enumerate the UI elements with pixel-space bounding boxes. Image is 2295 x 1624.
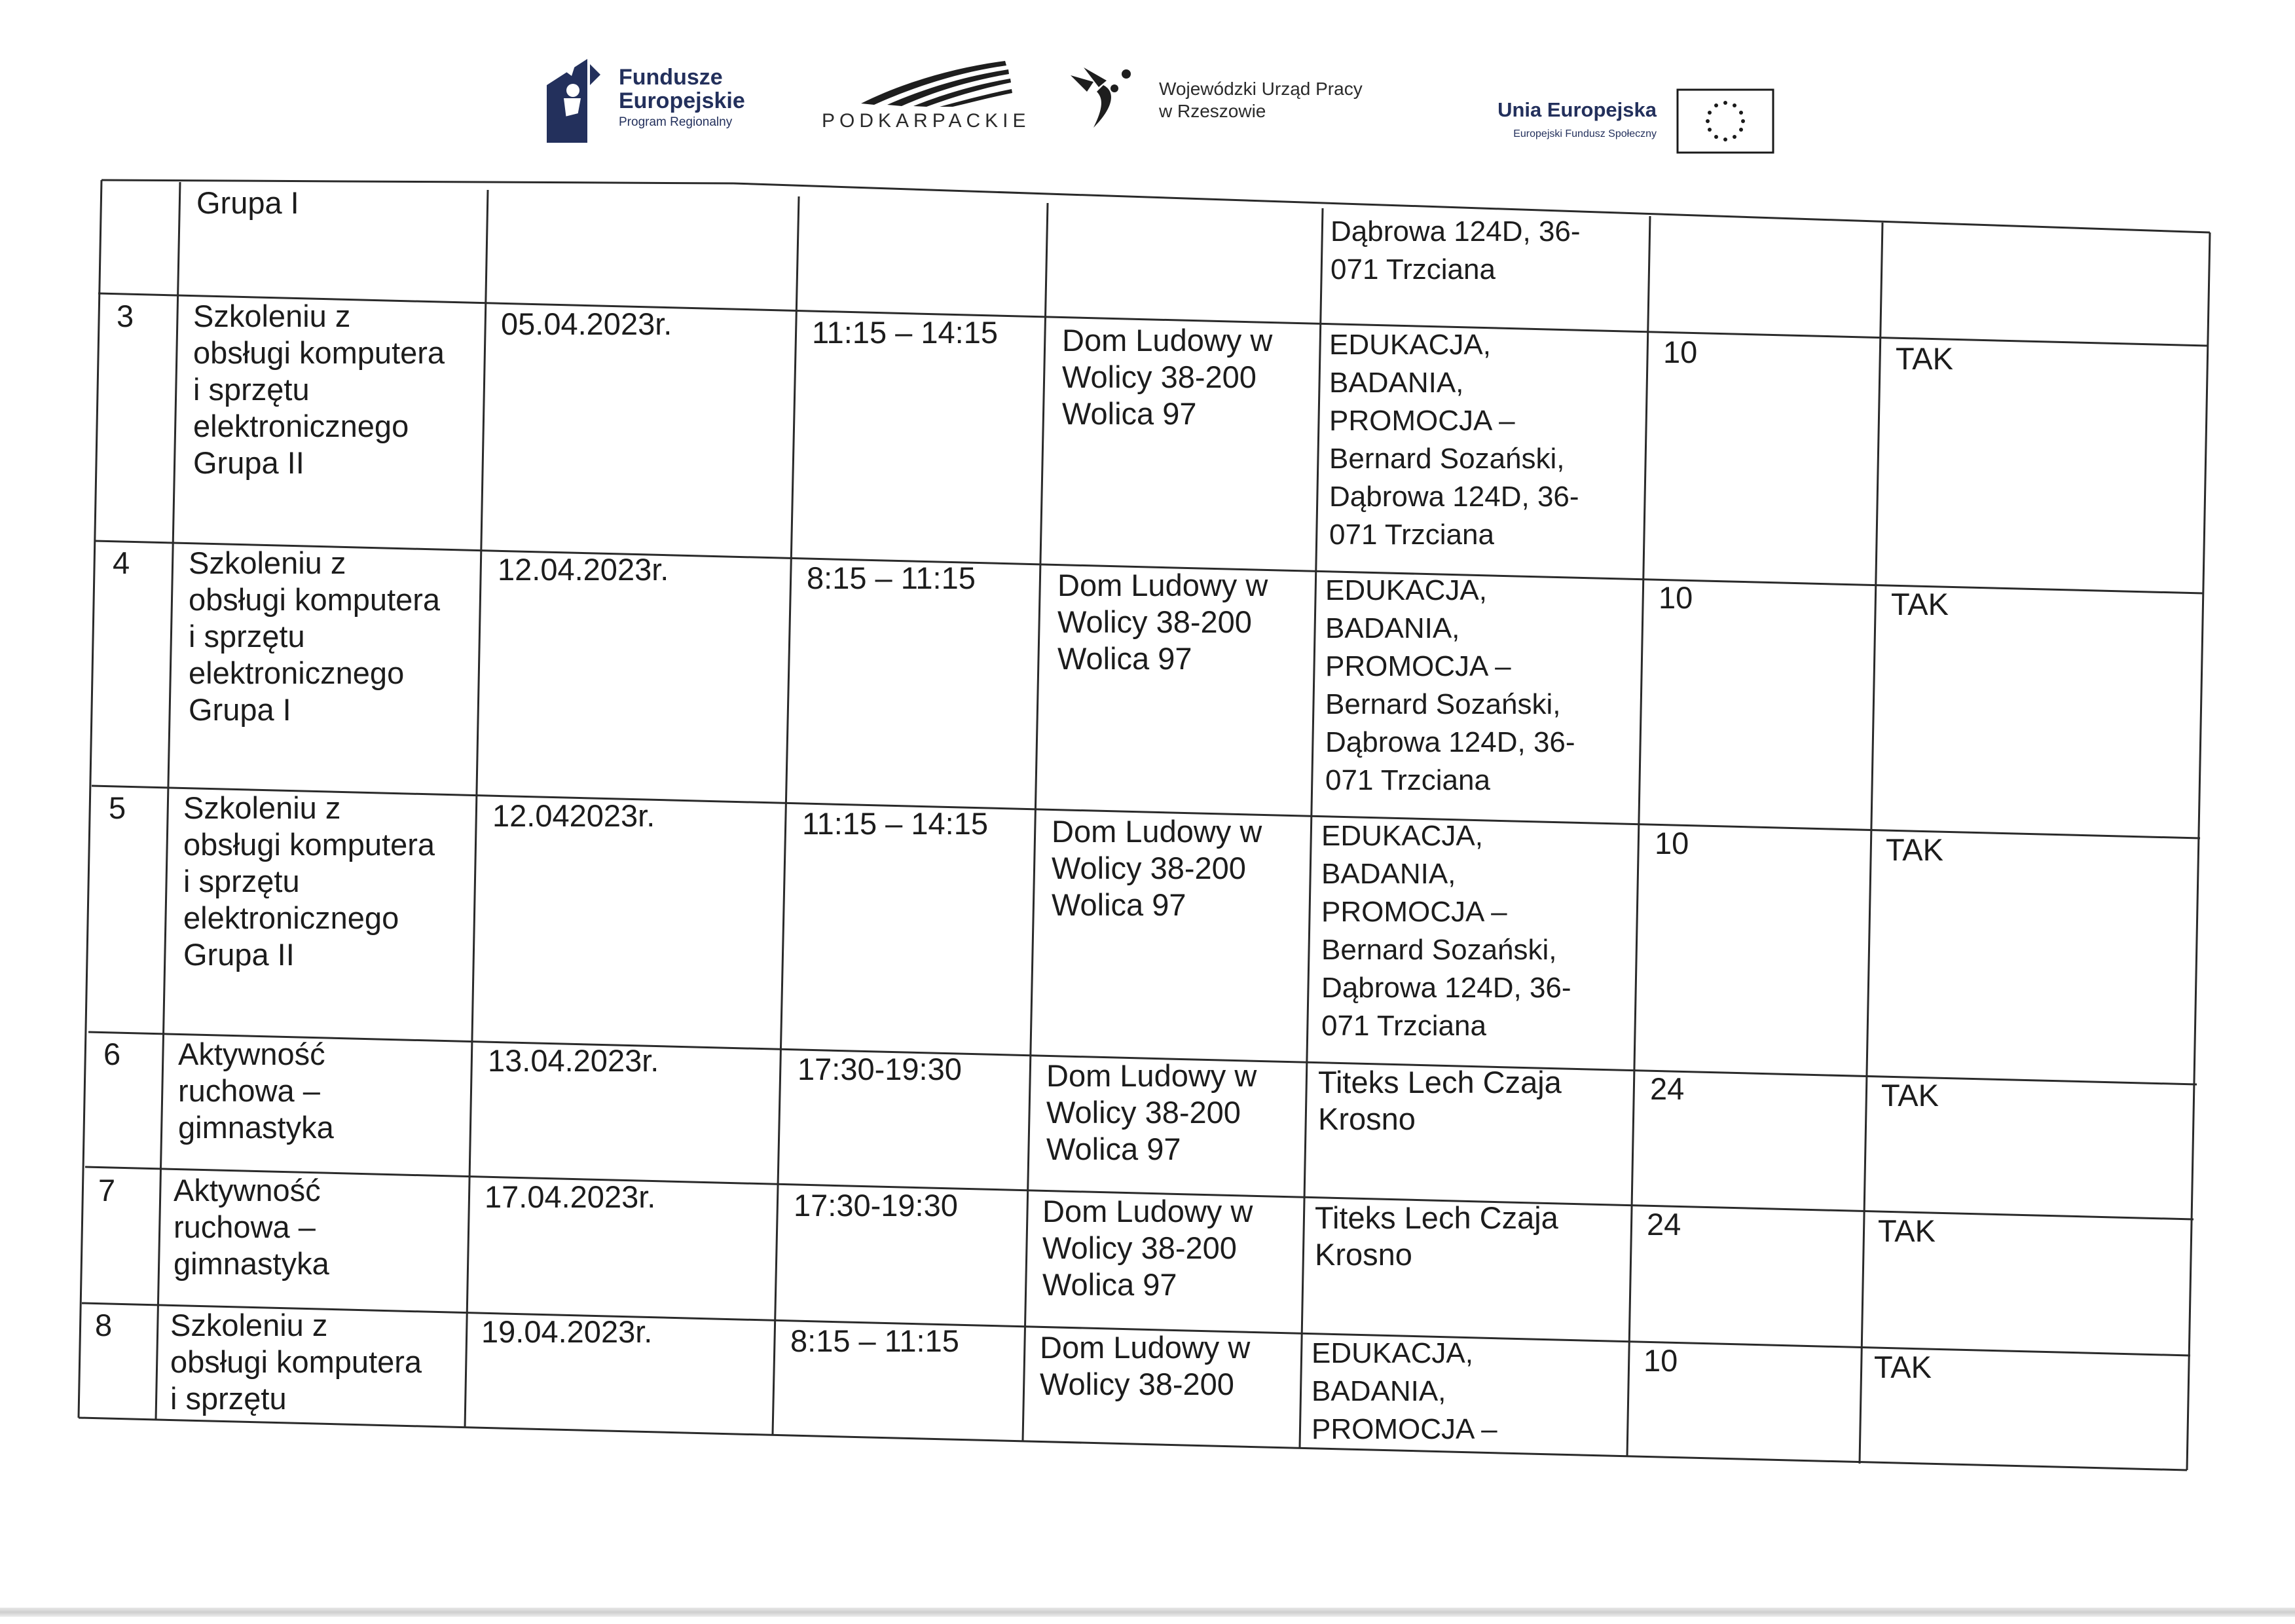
time-cell: 17:30-19:30 <box>794 1188 958 1223</box>
status-cell: TAK <box>1881 1078 1939 1113</box>
time-cell: 8:15 – 11:15 <box>790 1323 959 1358</box>
row-number-cell: 6 <box>103 1037 121 1071</box>
training-name-line: elektronicznego <box>189 655 405 690</box>
place-line: Dom Ludowy w <box>1046 1058 1257 1093</box>
date-cell: 12.042023r. <box>492 798 655 833</box>
scan-edge-shadow <box>0 1608 2295 1617</box>
organizer-cell <box>1321 817 1571 1045</box>
training-name-line: gimnastyka <box>174 1246 329 1281</box>
place-line: Wolica 97 <box>1042 1267 1177 1302</box>
wup-line1: Wojewódzki Urząd Pracy <box>1159 79 1363 99</box>
place-cell <box>1057 567 1268 677</box>
training-name-line: i sprzętu <box>189 619 305 654</box>
place-line: Dom Ludowy w <box>1042 1194 1253 1228</box>
training-name-line: Szkoleniu z <box>193 299 351 333</box>
row-number-cell: 3 <box>117 299 134 333</box>
training-name-cell <box>170 1307 422 1417</box>
time-cell: 11:15 – 14:15 <box>802 806 988 841</box>
organizer-line: 071 Trzciana <box>1331 253 1496 286</box>
organizer-line: EDUKACJA, <box>1312 1337 1473 1369</box>
training-name-cell <box>183 790 435 973</box>
row-number-cell: 5 <box>109 790 126 825</box>
participants-cell: 24 <box>1647 1207 1681 1242</box>
place-line: Dom Ludowy w <box>1062 323 1273 358</box>
status-cell: TAK <box>1891 587 1949 621</box>
organizer-line: EDUKACJA, <box>1325 574 1487 606</box>
organizer-cell <box>1331 213 1581 289</box>
place-cell <box>1046 1058 1257 1168</box>
training-name-line: Grupa I <box>196 185 299 220</box>
place-line: Wolicy 38-200 <box>1042 1230 1237 1265</box>
place-cell <box>1042 1193 1253 1303</box>
organizer-cell <box>1318 1064 1562 1137</box>
date-cell: 17.04.2023r. <box>485 1179 656 1214</box>
status-cell: TAK <box>1878 1213 1936 1248</box>
place-line: Wolicy 38-200 <box>1062 360 1257 394</box>
status-cell: TAK <box>1874 1350 1932 1384</box>
organizer-line: PROMOCJA – <box>1325 650 1511 682</box>
organizer-line: PROMOCJA – <box>1312 1413 1497 1445</box>
training-name-line: obsługi komputera <box>189 582 441 617</box>
training-name-line: elektronicznego <box>183 900 399 935</box>
training-name-line: gimnastyka <box>178 1110 334 1145</box>
training-name-line: i sprzętu <box>183 864 300 898</box>
organizer-line: Bernard Sozański, <box>1325 688 1561 720</box>
organizer-line: PROMOCJA – <box>1329 405 1515 437</box>
ue-line2: Europejski Fundusz Społeczny <box>1513 128 1657 139</box>
place-line: Wolicy 38-200 <box>1046 1095 1241 1130</box>
participants-cell: 24 <box>1650 1071 1685 1106</box>
place-line: Wolicy 38-200 <box>1052 851 1246 885</box>
organizer-line: Dąbrowa 124D, 36- <box>1325 726 1575 758</box>
ue-line1: Unia Europejska <box>1497 98 1657 121</box>
place-line: Wolica 97 <box>1057 641 1192 676</box>
organizer-line: BADANIA, <box>1312 1375 1446 1407</box>
training-name-cell <box>174 1172 329 1282</box>
organizer-line: BADANIA, <box>1329 367 1464 399</box>
training-name-line: Aktywność <box>174 1173 321 1208</box>
place-cell <box>1052 813 1262 923</box>
row-number-cell: 4 <box>113 545 130 580</box>
time-cell: 8:15 – 11:15 <box>807 561 976 595</box>
place-cell <box>1040 1329 1250 1403</box>
place-line: Wolicy 38-200 <box>1057 604 1252 639</box>
training-name-cell <box>189 545 440 728</box>
training-name-cell <box>196 185 299 221</box>
organizer-cell <box>1315 1200 1558 1273</box>
organizer-line: EDUKACJA, <box>1321 820 1483 852</box>
time-cell: 17:30-19:30 <box>798 1052 962 1086</box>
date-cell: 13.04.2023r. <box>488 1043 659 1078</box>
organizer-cell <box>1329 326 1579 554</box>
participants-cell: 10 <box>1643 1343 1678 1378</box>
training-name-line: obsługi komputera <box>183 827 435 862</box>
organizer-line: 071 Trzciana <box>1329 519 1494 551</box>
place-line: Wolica 97 <box>1046 1132 1181 1166</box>
row-number-cell: 8 <box>95 1308 113 1342</box>
training-name-line: elektronicznego <box>193 409 409 443</box>
training-name-line: ruchowa – <box>174 1209 316 1244</box>
organizer-line: PROMOCJA – <box>1321 896 1507 928</box>
organizer-line: Bernard Sozański, <box>1329 443 1565 475</box>
training-name-line: Grupa II <box>193 445 304 480</box>
organizer-line: Dąbrowa 124D, 36- <box>1331 215 1581 248</box>
training-name-line: i sprzętu <box>193 372 310 407</box>
training-name-line: Aktywność <box>178 1037 325 1071</box>
podkarpackie-label: PODKARPACKIE <box>822 110 1031 132</box>
organizer-line: BADANIA, <box>1321 858 1456 890</box>
fe-line1: Fundusze <box>619 65 723 90</box>
participants-cell: 10 <box>1655 826 1689 860</box>
training-name-cell <box>178 1036 334 1146</box>
fe-line2: Europejskie <box>619 88 745 113</box>
participants-cell: 10 <box>1663 335 1698 369</box>
organizer-line: Dąbrowa 124D, 36- <box>1329 481 1579 513</box>
organizer-line: Bernard Sozański, <box>1321 934 1557 966</box>
organizer-cell <box>1325 572 1575 800</box>
training-name-line: Szkoleniu z <box>189 545 346 580</box>
place-line: Wolica 97 <box>1052 887 1186 922</box>
date-cell: 05.04.2023r. <box>501 306 672 341</box>
status-cell: TAK <box>1886 832 1943 867</box>
organizer-line: Krosno <box>1318 1101 1416 1136</box>
organizer-line: Krosno <box>1315 1237 1412 1272</box>
row-number-cell: 7 <box>98 1173 116 1208</box>
fe-line3: Program Regionalny <box>619 115 733 129</box>
training-name-line: ruchowa – <box>178 1073 320 1108</box>
training-name-line: Szkoleniu z <box>183 790 341 825</box>
training-name-line: Grupa I <box>189 692 291 727</box>
organizer-line: 071 Trzciana <box>1325 764 1490 796</box>
organizer-line: EDUKACJA, <box>1329 329 1491 361</box>
date-cell: 12.04.2023r. <box>498 552 669 587</box>
organizer-line: BADANIA, <box>1325 612 1460 644</box>
participants-cell: 10 <box>1659 580 1693 615</box>
time-cell: 11:15 – 14:15 <box>812 315 998 350</box>
training-name-line: obsługi komputera <box>193 335 445 370</box>
organizer-line: Titeks Lech Czaja <box>1318 1065 1562 1099</box>
place-line: Dom Ludowy w <box>1040 1330 1251 1365</box>
organizer-line: Dąbrowa 124D, 36- <box>1321 972 1571 1004</box>
organizer-cell <box>1312 1335 1497 1449</box>
place-line: Wolica 97 <box>1062 396 1197 431</box>
status-cell: TAK <box>1896 341 1953 376</box>
training-name-line: Szkoleniu z <box>170 1308 328 1342</box>
training-name-line: Grupa II <box>183 937 295 972</box>
date-cell: 19.04.2023r. <box>481 1314 653 1349</box>
training-name-line: i sprzętu <box>170 1381 287 1416</box>
place-cell <box>1062 322 1272 432</box>
organizer-line: Titeks Lech Czaja <box>1315 1200 1558 1235</box>
training-name-line: obsługi komputera <box>170 1344 422 1379</box>
place-line: Dom Ludowy w <box>1052 814 1262 849</box>
wup-line2: w Rzeszowie <box>1159 101 1266 121</box>
organizer-line: 071 Trzciana <box>1321 1010 1486 1042</box>
place-line: Dom Ludowy w <box>1057 568 1268 602</box>
training-name-cell <box>193 298 445 481</box>
place-line: Wolicy 38-200 <box>1040 1367 1234 1401</box>
